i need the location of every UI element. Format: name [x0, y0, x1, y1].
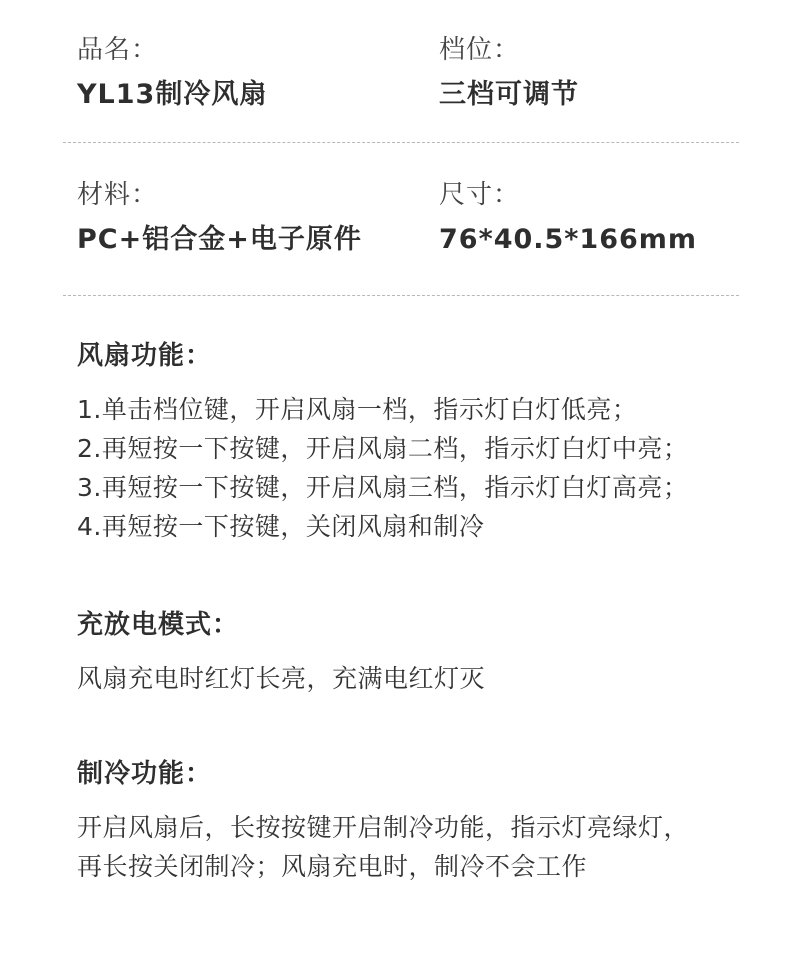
charge-mode-section: [77, 608, 777, 698]
list-item: 1.单击档位键，开启风扇一档，指示灯白灯低亮；: [77, 395, 638, 424]
spec-label: 尺寸：: [439, 180, 521, 210]
spec-label: 品名：: [77, 35, 159, 65]
spec-gear: [439, 33, 579, 113]
list-item: 2.再短按一下按键，开启风扇二档，指示灯白灯中亮；: [77, 434, 689, 463]
spec-size: [439, 178, 697, 258]
section-title: 风扇功能：: [77, 341, 213, 371]
spec-label: 档位：: [439, 35, 521, 65]
spec-value: YL13制冷风扇: [77, 79, 268, 110]
section-title: 制冷功能：: [77, 759, 213, 789]
list-item: 风扇充电时红灯长亮，充满电红灯灭: [77, 664, 486, 693]
fan-function-section: [77, 339, 777, 546]
spec-material: [77, 178, 362, 258]
spec-label: 材料：: [77, 180, 159, 210]
cooling-function-section: [77, 757, 777, 886]
spec-value: 三档可调节: [439, 79, 579, 110]
spec-product-name: [77, 33, 267, 113]
spec-value: PC+铝合金+电子原件: [77, 224, 362, 255]
divider: [63, 142, 739, 143]
section-title: 充放电模式：: [77, 610, 240, 640]
list-item: 再长按关闭制冷；风扇充电时，制冷不会工作: [77, 852, 588, 881]
spec-value: 76*40.5*166mm: [439, 224, 698, 255]
list-item: 3.再短按一下按键，开启风扇三档，指示灯白灯高亮；: [77, 473, 689, 502]
list-item: 4.再短按一下按键，关闭风扇和制冷: [77, 512, 485, 541]
list-item: 开启风扇后，长按按键开启制冷功能，指示灯亮绿灯，: [77, 813, 690, 842]
divider: [63, 295, 739, 296]
